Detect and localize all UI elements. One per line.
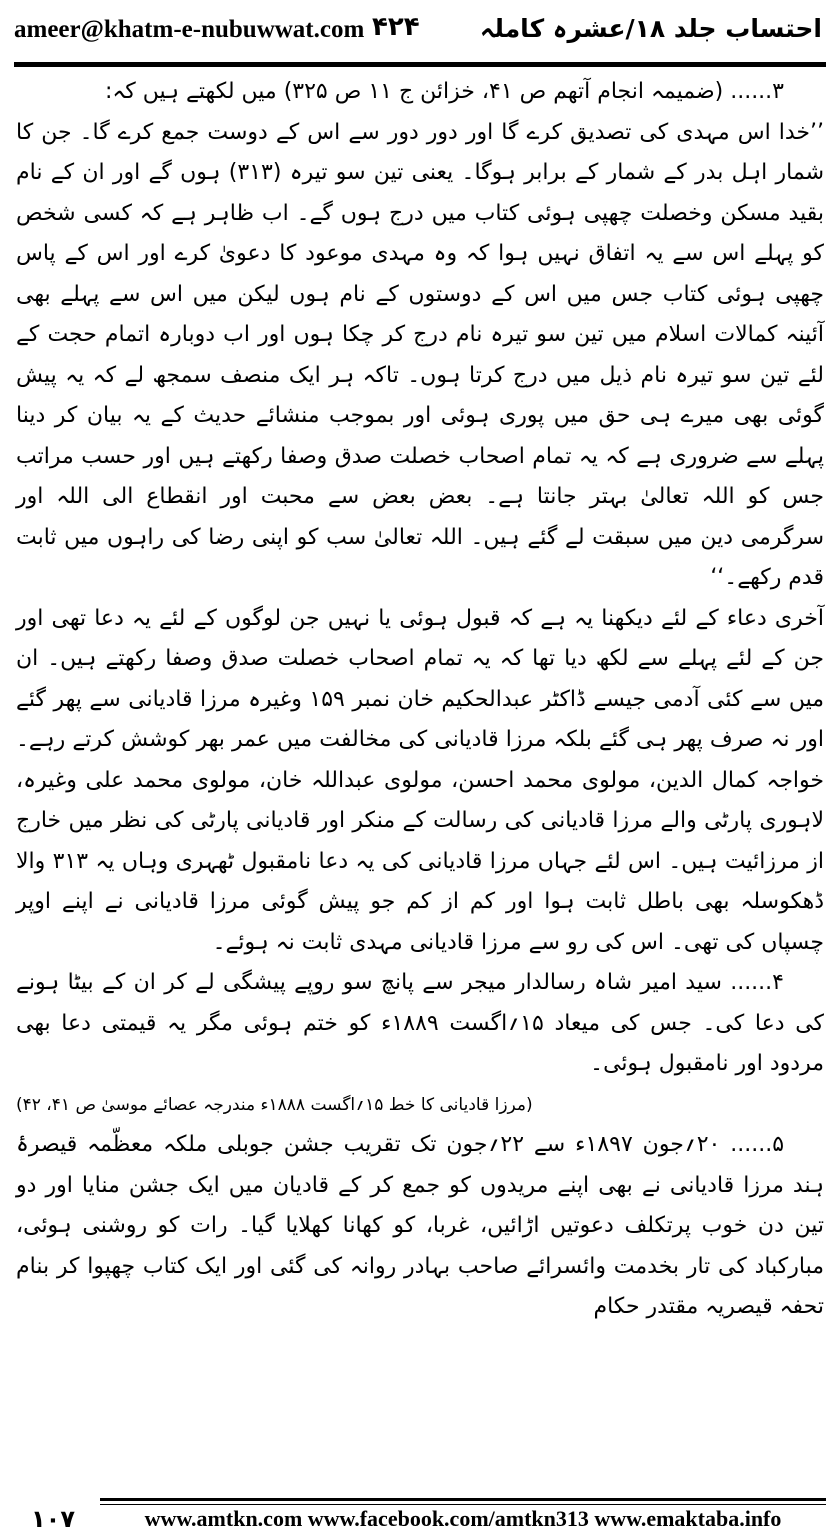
reference-line: ۳...... (ضمیمہ انجام آتھم ص ۴۱، خزائن ج ۱۱ ص ۳۲۵) میں لکھتے ہیں کہ:: [104, 79, 784, 104]
footer-website-links: www.amtkn.com www.facebook.com/amtkn313 www.emaktaba.info: [144, 1506, 782, 1531]
page-header: [0, 0, 840, 72]
numbered-paragraph-5: ۵...... ۲۰؍جون ۱۸۹۷ء سے ۲۲؍جون تک تقریب جشن جوبلی ملکہ معظّمہ قیصرۂ ہند مرزا قادیانی نے بھی اپنے مریدوں کو جمع کر کے قادیان میں ایک جشن منایا اور دو تین دن خوب پرتکلف دعوتیں اڑائیں، غربا، کو کھانا کھلایا گیا۔ رات کو روشنی ہوئی، مبارکباد کی تار بخدمت وائسرائے صاحب بہادر روانہ کی گئی اور ایک کتاب چھپوا کر بنام تحفہ قیصریہ مقتدر حکام: [16, 1132, 824, 1319]
page-body: [16, 72, 824, 1328]
footer-divider-thin: [100, 1504, 826, 1505]
quote-paragraph: ’’خدا اس مہدی کی تصدیق کرے گا اور دور دور سے اس کے دوست جمع کرے گا۔ جن کا شمار اہل بدر کے شمار کے برابر ہوگا۔ یعنی تین سو تیرہ (۳۱۳) ہوں گے اور ان کے نام بقید مسکن وخصلت چھپی ہوئی کتاب میں درج ہوں گے۔ اب ظاہر ہے کہ کسی شخص کو پہلے اس سے یہ اتفاق نہیں ہوا کہ وہ مہدی موعود کا دعویٰ کرے اور اس کے پاس چھپی ہوئی کتاب جس میں اس کے دوستوں کے نام ہوں لیکن میں اس سے پہلے بھی آئینہ کمالات اسلام میں تین سو تیرہ نام درج کر چکا ہوں اور اب دوبارہ اتمام حجت کے لئے تین سو تیرہ نام ذیل میں درج کرتا ہوں۔ تاکہ ہر ایک منصف سمجھ لے کہ یہ پیش گوئی بھی میرے ہی حق میں پوری ہوئی اور بموجب منشائے حدیث کے یہ بیان کر دینا پہلے سے ضروری ہے کہ یہ تمام اصحاب خصلت صدق وصفا رکھتے ہیں اور حسب مراتب جس کو اللہ تعالیٰ بہتر جانتا ہے۔ بعض بعض سے محبت اور انقطاع الی اللہ اور سرگرمی دین میں سبقت لے گئے ہیں۔ اللہ تعالیٰ سب کو اپنی رضا کی راہوں میں ثابت قدم رکھے۔‘‘: [16, 119, 825, 590]
body-paragraph: آخری دعاء کے لئے دیکھنا یہ ہے کہ قبول ہوئی یا نہیں جن لوگوں کے لئے یہ دعا تھی اور جن کے لئے پہلے سے لکھ دیا تھا کہ یہ تمام اصحاب خصلت صدق وصفا رکھتے ہیں۔ ان میں سے کئی آدمی جیسے ڈاکٹر عبدالحکیم خان نمبر ۱۵۹ وغیرہ مرزا قادیانی سے پھر گئے اور نہ صرف پھر ہی گئے بلکہ مرزا قادیانی کی مخالفت میں عمر بھر کوشش کرتے رہے۔ خواجہ کمال الدین، مولوی محمد احسن، مولوی عبداللہ خان، مولوی محمد علی وغیرہ، لاہوری پارٹی والے مرزا قادیانی کی رسالت کے منکر اور قادیانی پارٹی کی نظر میں خارج از مرزائیت ہیں۔ اس لئے جہاں مرزا قادیانی کی یہ دعا نامقبول ٹھہری وہاں یہ ۳۱۳ والا ڈھکوسلہ بھی باطل ثابت ہوا اور کم از کم جو پیش گوئی مرزا قادیانی نے اپنے اوپر چسپاں کی تھی۔ اس کی رو سے مرزا قادیانی مہدی ثابت نہ ہوئے۔: [16, 605, 825, 955]
header-book-title: احتساب جلد ۱۸/عشرہ کاملہ: [479, 14, 822, 43]
header-email: ameer@khatm-e-nubuwwat.com: [14, 16, 365, 43]
header-divider: [14, 62, 826, 67]
footer-page-number: ۱۰۷: [31, 1505, 75, 1533]
page-footer: [0, 1496, 840, 1540]
numbered-paragraph-4: ۴...... سید امیر شاہ رسالدار میجر سے پانچ سو روپے پیشگی لے کر ان کے بیٹا ہونے کی دعا کی۔ جس کی میعاد ۱۵؍اگست ۱۸۸۹ء کو ختم ہوئی مگر یہ قیمتی دعا بھی مردود اور نامقبول ہوئی۔: [16, 970, 825, 1076]
header-page-number: ۴۲۴: [372, 12, 420, 42]
citation-line: (مرزا قادیانی کا خط ۱۵؍اگست ۱۸۸۸ء مندرجہ عصائے موسیٰ ص ۴۱، ۴۲): [16, 1094, 533, 1115]
footer-divider: [100, 1498, 826, 1501]
